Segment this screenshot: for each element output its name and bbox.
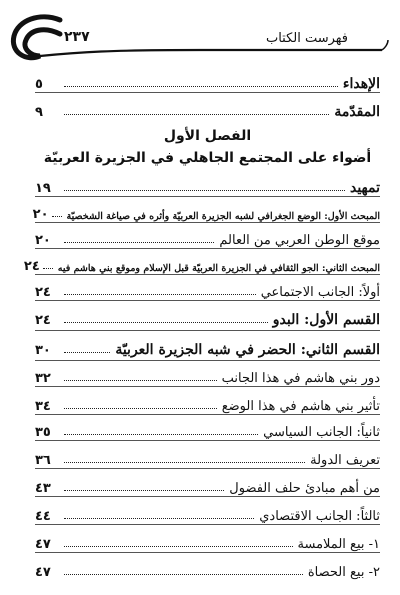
toc-entry-title: من أهم مبادئ حلف الفضول — [229, 481, 380, 496]
divider — [35, 300, 380, 301]
leader-dots — [64, 322, 268, 323]
toc-entry-page: ٤٣ — [35, 481, 51, 496]
leader-dots — [52, 216, 62, 217]
toc-entry-title: ٢- بيع الحصاة — [307, 565, 380, 580]
toc-entry-page: ٥ — [35, 77, 43, 92]
toc-entry-economic[interactable] — [35, 498, 380, 524]
divider — [35, 468, 380, 469]
leader-dots — [43, 268, 53, 269]
leader-dots — [64, 86, 338, 87]
toc-entry-fudul-principles[interactable] — [35, 470, 380, 496]
header-page-number: ٢٣٧ — [64, 29, 90, 45]
leader-dots — [64, 462, 305, 463]
toc-entry-title: ثالثاً: الجانب الاقتصادي — [259, 509, 380, 524]
leader-dots — [64, 380, 217, 381]
toc-entry-title: القسم الأول: البدو — [272, 312, 380, 328]
leader-dots — [64, 294, 256, 295]
toc-entry-title: المبحث الثاني: الجو الثقافي في الجزيرة العربيّة قبل الإسلام وموقع بني هاشم فيه — [57, 263, 380, 274]
divider — [35, 386, 380, 387]
toc-entry-title: القسم الثاني: الحضر في شبه الجزيرة العربيّة — [115, 342, 380, 358]
toc-entry-page: ٩ — [35, 105, 43, 120]
toc-entry-page: ٤٧ — [35, 537, 51, 552]
toc-entry-page: ٤٧ — [35, 565, 51, 580]
toc-entry-bedouins[interactable] — [35, 302, 380, 328]
toc-entry-title: ثانياً: الجانب السياسي — [263, 425, 380, 440]
toc-entry-page: ٢٤ — [35, 285, 51, 300]
leader-dots — [64, 490, 224, 491]
leader-dots — [64, 408, 217, 409]
toc-entry-title: تمهيد — [349, 180, 380, 196]
toc-entry-hasat[interactable] — [35, 554, 380, 580]
toc-entry-page: ٢٤ — [23, 259, 40, 274]
leader-dots — [64, 434, 258, 435]
leader-dots — [64, 190, 345, 191]
toc-entry-page: ٢٠ — [35, 233, 51, 248]
table-of-contents — [23, 0, 380, 595]
toc-entry-title: أولاً: الجانب الاجتماعي — [260, 285, 380, 300]
toc-entry-preface[interactable] — [35, 170, 380, 196]
toc-entry-page: ٤٤ — [35, 509, 51, 524]
toc-entry-urban[interactable] — [35, 332, 380, 358]
chapter-subtitle: أضواء على المجتمع الجاهلي في الجزيرة العربيّة — [43, 150, 372, 166]
divider — [35, 92, 380, 93]
toc-entry-mulamasa[interactable] — [35, 526, 380, 552]
toc-entry-political[interactable] — [35, 414, 380, 440]
chapter-heading: الفصل الأول — [163, 128, 252, 144]
toc-entry-title: الإهداء — [342, 76, 380, 92]
toc-entry-page: ٣٦ — [35, 453, 51, 468]
toc-entry-page: ٢٠ — [32, 207, 49, 222]
toc-entry-arab-location[interactable] — [35, 222, 380, 248]
leader-dots — [64, 518, 254, 519]
toc-entry-dedication[interactable] — [35, 66, 380, 92]
divider — [35, 496, 380, 497]
toc-entry-title: تأثير بني هاشم في هذا الوضع — [221, 399, 380, 414]
toc-entry-page: ٣٠ — [35, 343, 51, 358]
leader-dots — [64, 352, 110, 353]
toc-entry-title: المبحث الأول: الوضع الجغرافي لشبه الجزيرة العربيّة وأثره في صياغة الشخصيّة — [66, 211, 380, 222]
toc-entry-title: ١- بيع الملامسة — [297, 537, 380, 552]
toc-entry-page: ٣٢ — [35, 371, 51, 386]
leader-dots — [64, 242, 214, 243]
leader-dots — [64, 546, 293, 547]
toc-entry-page: ١٩ — [35, 181, 51, 196]
divider — [35, 552, 380, 553]
toc-entry-title: موقع الوطن العربي من العالم — [219, 233, 380, 248]
toc-entry-title: المقدّمة — [334, 104, 380, 120]
toc-entry-title: تعريف الدولة — [310, 453, 380, 468]
divider — [35, 330, 380, 331]
toc-entry-introduction[interactable] — [35, 94, 380, 120]
toc-entry-hashim-influence[interactable] — [35, 388, 380, 414]
toc-entry-section-2[interactable] — [23, 248, 380, 274]
toc-entry-social[interactable] — [35, 274, 380, 300]
header-title: فهرست الكتاب — [265, 31, 348, 46]
toc-entry-title: دور بني هاشم في هذا الجانب — [221, 371, 380, 386]
toc-entry-page: ٣٥ — [35, 425, 51, 440]
toc-entry-page: ٣٤ — [35, 399, 51, 414]
toc-entry-section-1[interactable] — [32, 196, 380, 222]
leader-dots — [64, 114, 329, 115]
toc-entry-hashim-role[interactable] — [35, 360, 380, 386]
divider — [35, 524, 380, 525]
divider — [35, 440, 380, 441]
toc-entry-page: ٢٤ — [35, 313, 51, 328]
toc-entry-state-definition[interactable] — [35, 442, 380, 468]
leader-dots — [64, 574, 303, 575]
